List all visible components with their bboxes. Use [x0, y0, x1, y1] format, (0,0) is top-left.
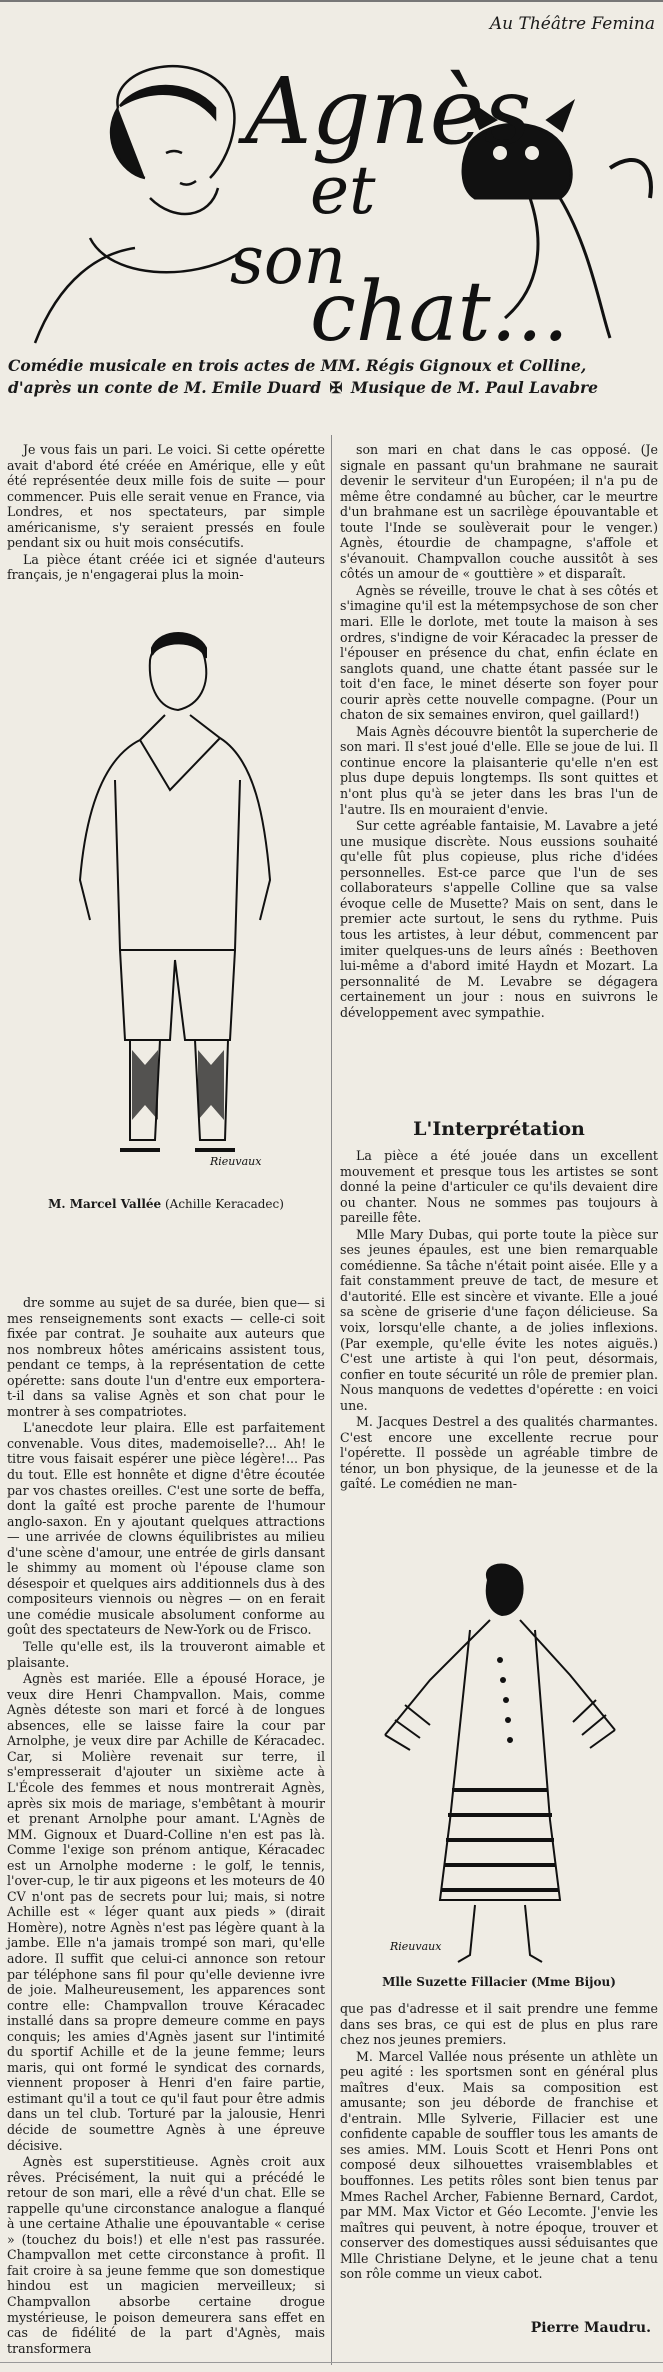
article-paragraph: Sur cette agréable fantaisie, M. Lavabre a jeté une musique discrète. Nous eussions souhaité qu'elle fût plus copieuse, plus riche d'idées personnelles. Est-ce parce que l'un de ses collaborateurs s'appelle Colline que sa valse évoque celle de Musette? Mais on sent, dans le premier acte surtout, le sens du rythme. Puis tous les artistes, à leur début, commencent par imiter quelques-uns de leurs aînés : Beethoven lui-même a d'abord imité Haydn et Mozart. La personnalité de M. Levabre se dégagera certainement un jour : nous en suivrons le développement avec sympathie.	[340, 818, 658, 1020]
subtitle-adaptation: d'après un conte de M. Emile Duard	[8, 378, 322, 397]
title-illustration	[0, 48, 663, 348]
article-paragraph: dre somme au sujet de sa durée, bien que— si mes renseignements sont exacts — celle-ci soit fixée par contrat. Je souhaite aux auteurs que nos nombreux hôtes américains assistent tous, pendant ce temps, à la représentation de cette opérette: sans doute l'un d'entre eux emportera-t-il dans sa valise Agnès et son chat pour le montrer à ses compatriotes.	[7, 1295, 325, 1419]
interpretation-continued	[340, 2001, 658, 2282]
article-paragraph: Agnès se réveille, trouve le chat à ses côtés et s'imagine qu'il est la métempsychose de son cher mari. Elle le dorlote, met toute la maison à ses ordres, s'indigne de voir Kéracadec la presser de l'épouser en présence du chat, enfin éclate en sanglots quand, une chatte étant passée sur le toit d'en face, le minet déserte son foyer pour courir après cette nouvelle compagne. (Pour un chaton de six semaines environ, quel gaillard!)	[340, 582, 658, 723]
artist-signature: Rieuvaux	[210, 1155, 262, 1168]
article-paragraph: Je vous fais un pari. Le voici. Si cette opérette avait d'abord été créée en Amérique, elle y eût été représentée deux mille fois de suite — pour commencer. Puis elle serait venue en France, via Londres, et nos spectateurs, par simple américanisme, s'y seraient pressés en foule pendant six ou huit mois consécutifs.	[7, 442, 325, 551]
header-rule	[0, 0, 663, 2]
vallee-illustration	[60, 620, 290, 1180]
author-signature: Pierre Maudru.	[530, 2320, 651, 2336]
article-left-bottom	[7, 1295, 325, 2356]
subtitle-music: Musique de M. Paul Lavabre	[350, 378, 599, 397]
title-word-et: et	[310, 152, 376, 229]
woman-portrait-drawing	[35, 66, 240, 343]
subtitle-separator: ✠	[329, 378, 343, 397]
title-word-chat: chat...	[310, 265, 569, 348]
vallee-caption	[7, 1197, 325, 1211]
artist-signature: Rieuvaux	[390, 1940, 442, 1953]
article-right-top	[340, 442, 658, 1020]
article-paragraph: La pièce étant créée ici et signée d'auteurs français, je n'engagerai plus la moin-	[7, 551, 325, 583]
interpretation-body	[340, 1148, 658, 1492]
column-rule	[331, 435, 332, 2365]
article-paragraph: M. Jacques Destrel a des qualités charmantes. C'est encore une excellente recrue pour l'opérette. Il possède un agréable timbre de ténor, un bon physique, de la jeunesse et de la gaîté. Le comédien ne man-	[340, 1414, 658, 1492]
article-paragraph: La pièce a été jouée dans un excellent mouvement et presque tous les artistes se sont donné la peine d'articuler ce qu'ils devaient dire ou chanter. Nous ne sommes pas toujours à pareille fête.	[340, 1148, 658, 1226]
vallee-caption-name: M. Marcel Vallée	[48, 1197, 162, 1211]
article-paragraph: M. Marcel Vallée nous présente un athlète un peu agité : les sportsmen sont en général plus maîtres d'eux. Mais sa composition est amusante; son jeu déborde de franchise et d'entrain. Mlle Sylverie, Fillacier est une confidente capable de souffler tous les amants de ses amies. MM. Louis Scott et Henri Pons ont composé deux silhouettes vraisemblables et bouffonnes. Les petits rôles sont bien tenus par Mmes Rachel Archer, Fabienne Bernard, Cardot, par MM. Max Victor et Géo Lecomte. J'envie les maîtres qui peuvent, à notre époque, trouver et conserver des domestiques aussi séduisantes que Mlle Christiane Delyne, et le jeune chat a tenu son rôle comme un vieux cabot.	[340, 2048, 658, 2282]
article-paragraph: L'anecdote leur plaira. Elle est parfaitement convenable. Vous dites, mademoiselle?... Ah! le titre vous faisait espérer une pièce légère!... Pas du tout. Elle est honnête et digne d'être écoutée par vos chastes oreilles. C'est une sorte de beffa, dont la gaîté est proche parente de l'humour anglo-saxon. En y ajoutant quelques attractions — une arrivée de clowns équilibristes au milieu d'une scène d'amour, une entrée de girls dansant le shimmy au moment où l'épouse clame son désespoir et quelques airs additionnels dus à des compositeurs viennois ou nègres — on en ferait une comédie musicale absolument conforme au goût des spectateurs de New-York ou de Frisco.	[7, 1420, 325, 1638]
article-paragraph: Mais Agnès découvre bientôt la supercherie de son mari. Il s'est joué d'elle. Elle se joue de lui. Il continue encore la plaisanterie qu'elle n'en est plus dupe depuis longtemps. Ils sont quittes et n'ont plus qu'à se jeter dans les bras l'un de l'autre. Ils en mouraient d'envie.	[340, 723, 658, 817]
article-paragraph: que pas d'adresse et il sait prendre une femme dans ses bras, ce qui est de plus en plus rare chez nos jeunes premiers.	[340, 2001, 658, 2048]
fillacier-illustration	[370, 1560, 630, 1970]
subtitle-line-2	[8, 377, 653, 399]
title-word-son: son	[230, 222, 347, 299]
footer-rule	[0, 2362, 663, 2363]
article-paragraph: Agnès est superstitieuse. Agnès croit aux rêves. Précisément, la nuit qui a précédé le retour de son mari, elle a rêvé d'un chat. Elle se rappelle qu'une circonstance analogue a flanqué à une certaine Athalie une épouvantable « cerise » (touchez du bois!) et elle n'est pas rassurée. Champvallon met cette circonstance à profit. Il fait croire à sa jeune femme que son domestique hindou est un magicien merveilleux; si Champvallon absorbe certaine drogue mystérieuse, le poison demeurera sans effet en cas de fidélité de la part d'Agnès, mais transformera	[7, 2154, 325, 2356]
fillacier-caption: Mlle Suzette Fillacier (Mme Bijou)	[382, 1975, 616, 1989]
subtitle	[8, 355, 653, 399]
title-word-agnes: Agnès	[245, 58, 532, 165]
vallee-caption-role: (Achille Keracadec)	[164, 1197, 284, 1211]
article-paragraph: Telle qu'elle est, ils la trouveront aimable et plaisante.	[7, 1639, 325, 1670]
article-paragraph: Mlle Mary Dubas, qui porte toute la pièce sur ses jeunes épaules, est une bien remarquable comédienne. Sa tâche n'était point aisée. Elle y a fait constamment preuve de tact, de mesure et d'autorité. Elle est sincère et vivante. Elle a joué sa scène de griserie d'une façon délicieuse. Sa voix, lorsqu'elle chante, a de jolies inflexions. (Par exemple, qu'elle évite les notes aiguës.) C'est une artiste à qui l'on peut, désormais, confier en toute sécurité un rôle de premier plan. Nous manquons de vedettes d'opérette : en voici une.	[340, 1226, 658, 1413]
section-label: Au Théâtre Femina	[489, 14, 655, 34]
subtitle-line-1: Comédie musicale en trois actes de MM. Régis Gignoux et Colline,	[8, 356, 587, 375]
interpretation-heading: L'Interprétation	[413, 1118, 585, 1140]
article-paragraph: Agnès est mariée. Elle a épousé Horace, je veux dire Henri Champvallon. Mais, comme Agnès déteste son mari et forcé à de longues absences, elle se laisse faire la cour par Arnolphe, je veux dire par Achille de Kéracadec. Car, si Molière revenait sur terre, il s'empresserait d'ajouter un sixième acte à L'École des femmes et nous montrerait Agnès, après six mois de mariage, s'embêtant à mourir et prenant Arnolphe pour amant. L'Agnès de MM. Gignoux et Duard-Colline n'en est pas là. Comme l'exige son prénom antique, Kéracadec est un Arnolphe moderne : le golf, le tennis, l'over-cup, le tir aux pigeons et les moteurs de 40 CV n'ont pas de secrets pour lui; mais, si notre Achille est « léger quant aux pieds » (dirait Homère), notre Agnès n'est pas légère quant à la jambe. Elle n'a jamais trompé son mari, qu'elle adore. Il suffit que celui-ci annonce son retour par téléphone sans fil pour qu'elle devienne ivre de joie. Malheureusement, les apparences sont contre elle: Champvallon trouve Kéracadec installé dans sa propre demeure comme en pays conquis; les amies d'Agnès jasent sur l'intimité du sportif Achille et de la jeune femme; leurs maris, qui ont formé le syndicat des cornards, viennent proposer à Henri d'en faire partie, estimant qu'il a tout ce qu'il faut pour être admis dans un tel club. Torturé par la jalousie, Henri décide de soumettre Agnès à une épreuve décisive.	[7, 1671, 325, 2153]
article-left-top	[7, 442, 325, 583]
article-paragraph: son mari en chat dans le cas opposé. (Je signale en passant qu'un brahmane ne saurait devenir le serviteur d'un Européen; il n'a pu de même être condamné au bûcher, car le meurtre d'un brahmane est un sacrilège épouvantable et toute l'Inde se soulèverait pour le venger.) Agnès, étourdie de champagne, s'affole et s'évanouit. Champvallon couche aussitôt à ses côtés un amour de « gouttière » et disparaît.	[340, 442, 658, 582]
